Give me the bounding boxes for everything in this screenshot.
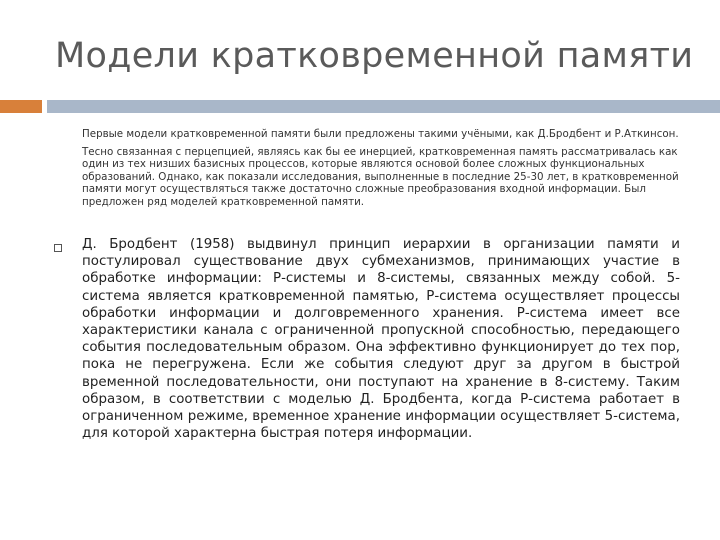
accent-block	[0, 100, 42, 113]
slide-title: Модели кратковременной памяти	[55, 36, 694, 76]
intro-paragraph: Тесно связанная с перцепцией, являясь как бы ее инерцией, кратковременная память рассматривалась как один из тех низших базисных процессов, которые являются основой более сложных функциональных образований. Однако, как показали исследования, выполненные в последние 25-30 лет, в кратковременной памяти могут осуществляться также достаточно сложные преобразования входной информации. Был предложен ряд моделей кратковременной памяти.	[82, 145, 679, 208]
bullet-paragraph: Д. Бродбент (1958) выдвинул принцип иерархии в организации памяти и постулировал существование двух субмеханизмов, принимающих участие в обработке информации: Р-системы и 8-системы, связанных между собой. 5-система является кратковременной памятью, Р-система осуществляет процессы обработки информации и долговременного хранения. Р-система имеет все характеристики канала с ограниченной пропускной способностью, передающего события последовательным образом. Она эффективно функционирует до тех пор, пока не перегружена. Если же события следуют друг за другом в быстрой временной последовательности, они поступают на хранение в 8-систему. Таким образом, в соответствии с моделью Д. Бродбента, когда Р-система работает в ограниченном режиме, временное хранение информации осуществляет 5-система, для которой характерна быстрая потеря информации.	[82, 237, 680, 442]
square-bullet-icon	[54, 244, 62, 252]
intro-text	[82, 128, 682, 214]
header-divider-bar	[47, 100, 720, 113]
intro-paragraph: Первые модели кратковременной памяти были предложены такими учёными, как Д.Бродбент и Р.Аткинсон.	[82, 128, 679, 140]
